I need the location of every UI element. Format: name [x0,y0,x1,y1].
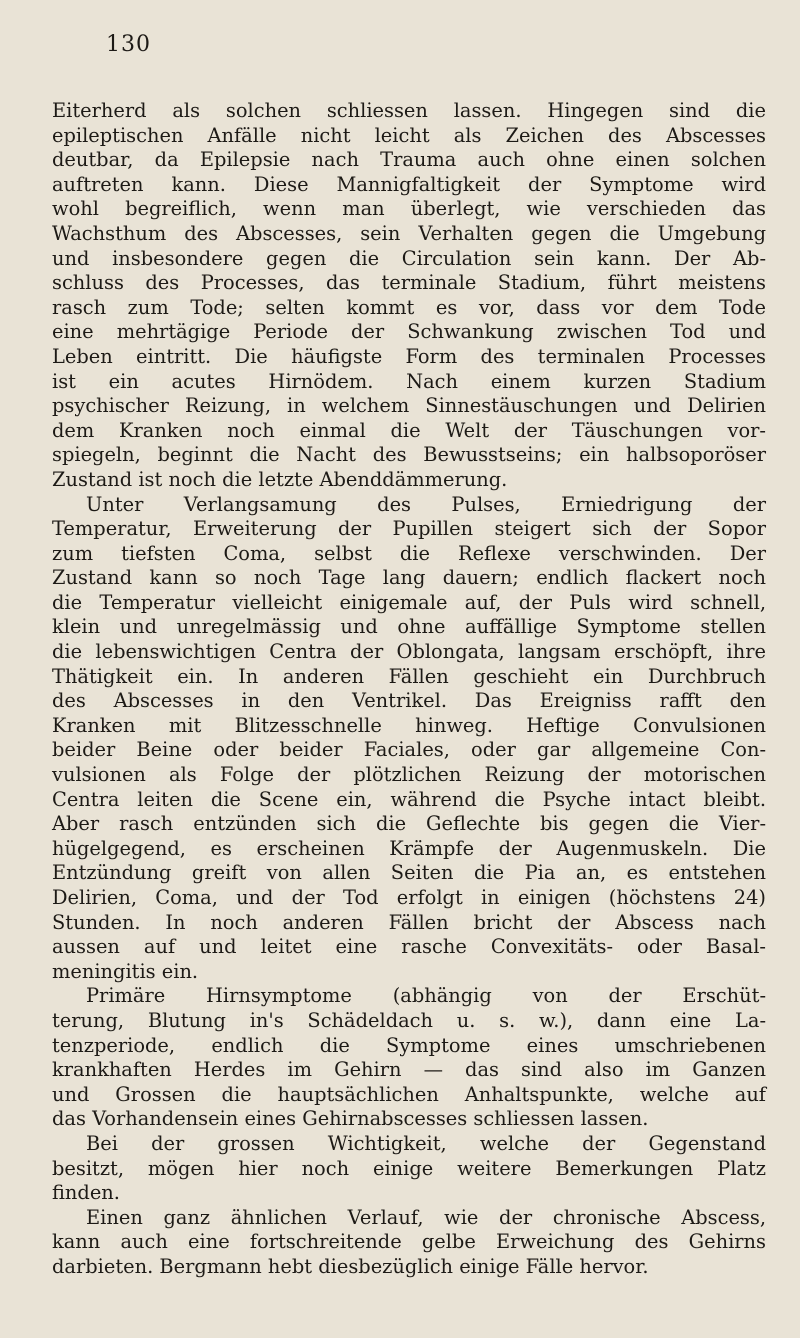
text-line: spiegeln, beginnt die Nacht des Bewusstseins; ein halbsoporöser [52,443,766,467]
text-line: die lebenswichtigen Centra der Oblongata, langsam erschöpft, ihre [52,640,766,664]
text-line: und Grossen die hauptsächlichen Anhaltspunkte, welche auf [52,1082,766,1106]
text-line: beider Beine oder beider Faciales, oder gar allgemeine Con- [52,738,766,762]
text-line: Wachsthum des Abscesses, sein Verhalten gegen die Umgebung [52,221,766,245]
text-line: eine mehrtägige Periode der Schwankung zwischen Tod und [52,320,766,344]
text-line: Kranken mit Blitzesschnelle hinweg. Heftige Convulsionen [52,713,766,737]
text-line: deutbar, da Epilepsie nach Trauma auch ohne einen solchen [52,148,766,172]
text-line: wohl begreiflich, wenn man überlegt, wie verschieden das [52,197,766,221]
text-line: vulsionen als Folge der plötzlichen Reizung der motorischen [52,763,766,787]
text-line: finden. [52,1181,120,1205]
text-line: terung, Blutung in's Schädeldach u. s. w.), dann eine La- [52,1008,766,1032]
text-line: tenzperiode, endlich die Symptome eines umschriebenen [52,1033,766,1057]
text-line: Thätigkeit ein. In anderen Fällen geschieht ein Durchbruch [52,664,766,688]
text-line: Leben eintritt. Die häufigste Form des terminalen Processes [52,344,766,368]
text-line: Unter Verlangsamung des Pulses, Erniedrigung der [86,492,766,516]
text-line: Eiterherd als solchen schliessen lassen. Hingegen sind die [52,99,766,122]
text-line: schluss des Processes, das terminale Stadium, führt meistens [52,271,766,295]
text-line: zum tiefsten Coma, selbst die Reflexe verschwinden. Der [52,541,766,565]
text-line: Bei der grossen Wichtigkeit, welche der Gegenstand [86,1131,766,1155]
text-line: aussen auf und leitet eine rasche Convexitäts- oder Basal- [52,935,766,959]
text-line: psychischer Reizung, in welchem Sinnestäuschungen und Delirien [52,394,766,418]
text-line: des Abscesses in den Ventrikel. Das Ereigniss rafft den [52,689,766,713]
text-line: besitzt, mögen hier noch einige weitere Bemerkungen Platz [52,1156,766,1180]
text-line: klein und unregelmässig und ohne auffällige Symptome stellen [52,615,766,639]
text-line: Primäre Hirnsymptome (abhängig von der Erschüt- [86,984,766,1008]
text-line: dem Kranken noch einmal die Welt der Täuschungen vor- [52,418,766,442]
text-line: Delirien, Coma, und der Tod erfolgt in einigen (höchstens 24) [52,886,766,909]
text-line: Einen ganz ähnlichen Verlauf, wie der chronische Abscess, [86,1205,766,1229]
text-line: kann auch eine fortschreitende gelbe Erweichung des Gehirns [52,1230,766,1254]
body-text [52,99,766,1280]
text-line: das Vorhandensein eines Gehirnabscesses schliessen lassen. [52,1107,649,1131]
text-line: Zustand ist noch die letzte Abenddämmerung. [52,467,508,491]
text-line: und insbesondere gegen die Circulation sein kann. Der Ab- [52,246,766,270]
text-line: Centra leiten die Scene ein, während die Psyche intact bleibt. [52,787,766,811]
page-number: 130 [106,32,151,57]
text-line: Stunden. In noch anderen Fällen bricht der Abscess nach [52,910,766,934]
text-line: Zustand kann so noch Tage lang dauern; endlich flackert noch [52,566,766,590]
text-line: epileptischen Anfälle nicht leicht als Zeichen des Abscesses [52,123,766,147]
text-line: ist ein acutes Hirnödem. Nach einem kurzen Stadium [52,369,766,393]
text-line: Temperatur, Erweiterung der Pupillen steigert sich der Sopor [52,517,766,541]
text-line: darbieten. Bergmann hebt diesbezüglich einige Fälle hervor. [52,1254,649,1278]
text-line: Entzündung greift von allen Seiten die Pia an, es entstehen [52,861,766,885]
text-line: Aber rasch entzünden sich die Geflechte bis gegen die Vier- [52,812,766,836]
text-line: rasch zum Tode; selten kommt es vor, dass vor dem Tode [52,295,766,319]
text-line: krankhaften Herdes im Gehirn — das sind also im Ganzen [52,1058,766,1082]
text-line: hügelgegend, es erscheinen Krämpfe der Augenmuskeln. Die [52,836,766,860]
text-line: meningitis ein. [52,959,199,983]
text-line: auftreten kann. Diese Mannigfaltigkeit der Symptome wird [52,172,766,196]
text-line: die Temperatur vielleicht einigemale auf, der Puls wird schnell, [52,590,766,614]
